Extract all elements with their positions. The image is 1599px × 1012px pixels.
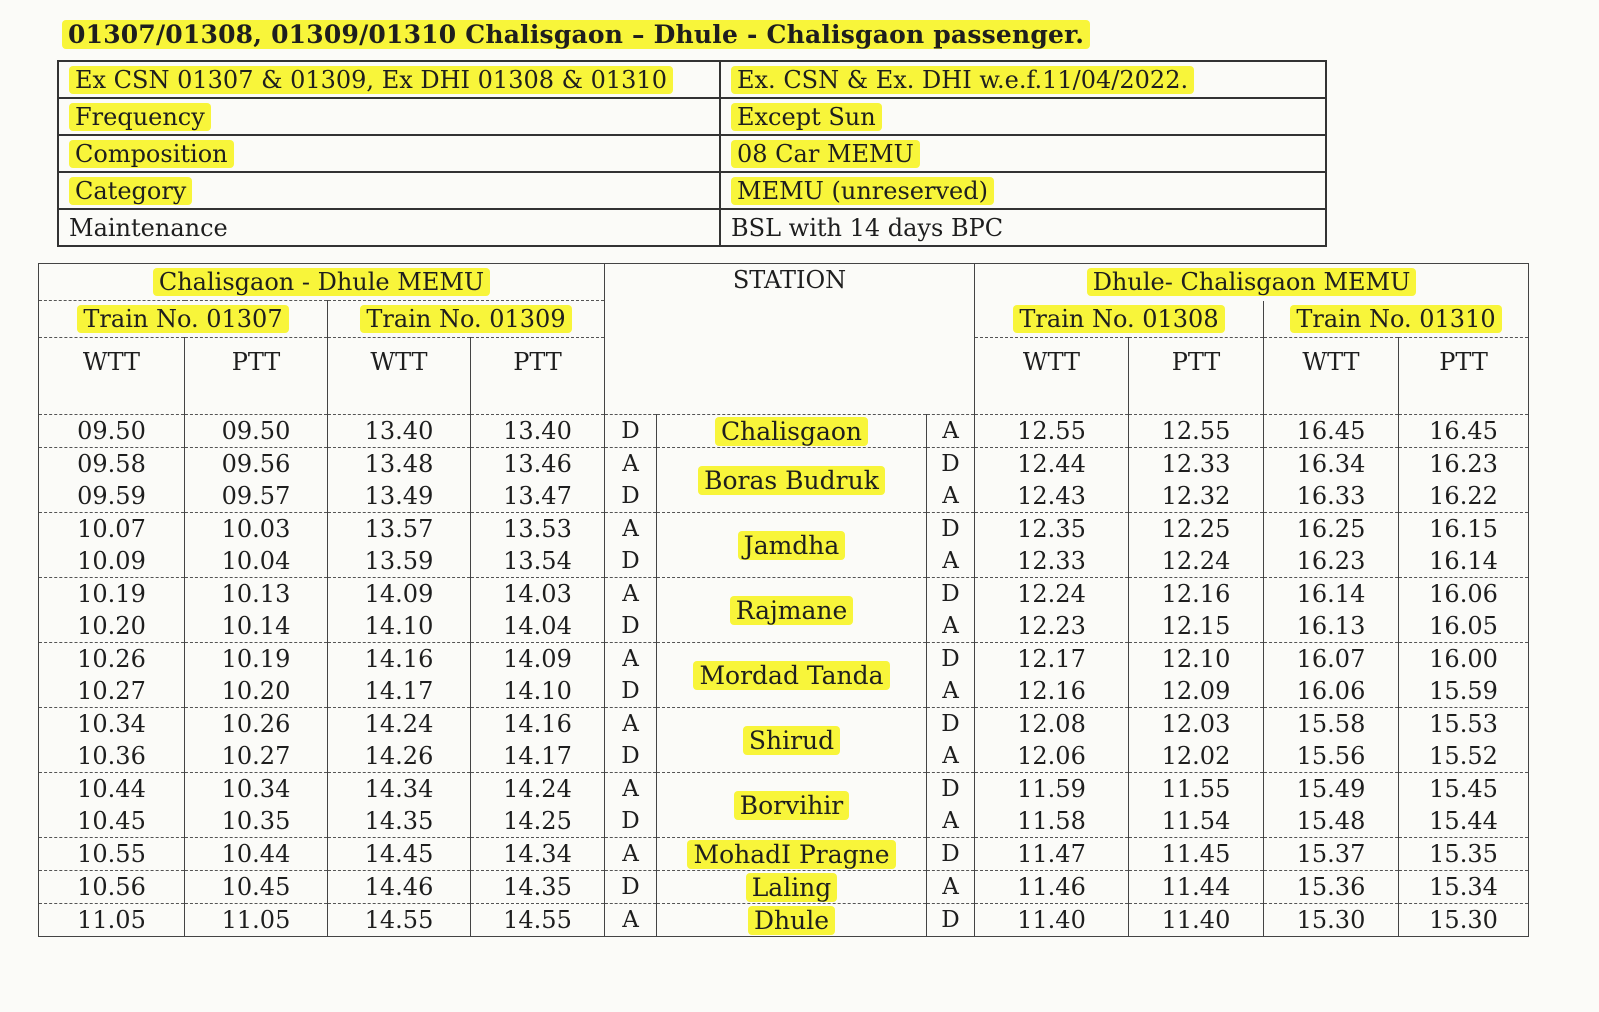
time-cell: 14.24 (471, 773, 605, 806)
time-cell: 11.05 (185, 904, 328, 937)
time-cell: 09.50 (185, 415, 328, 448)
train-01310-header (1264, 301, 1529, 338)
col-wtt: WTT (39, 338, 185, 415)
left-group-header (39, 264, 605, 301)
time-cell: 12.17 (975, 643, 1129, 676)
time-cell: 11.40 (975, 904, 1129, 937)
right-group-header (975, 264, 1529, 301)
arr-dep-left: D (605, 740, 657, 773)
train-01307-label: Train No. 01307 (77, 305, 288, 333)
info-value-cell (720, 98, 1326, 135)
arr-dep-right: D (927, 838, 975, 871)
train-01309-label: Train No. 01309 (360, 305, 571, 333)
station-name-cell (657, 773, 927, 838)
time-cell: 10.20 (185, 675, 328, 708)
time-cell: 12.23 (975, 610, 1129, 643)
time-cell: 12.24 (1129, 545, 1264, 578)
info-key: Composition (69, 140, 234, 168)
arr-dep-left: A (605, 578, 657, 611)
arr-dep-right: D (927, 578, 975, 611)
time-cell: 10.45 (39, 805, 185, 838)
time-cell: 12.08 (975, 708, 1129, 741)
info-value: Ex. CSN & Ex. DHI w.e.f.11/04/2022. (731, 66, 1194, 94)
time-cell: 12.03 (1129, 708, 1264, 741)
info-key: Frequency (69, 103, 211, 131)
info-key-cell (58, 209, 720, 246)
time-cell: 14.45 (328, 838, 471, 871)
time-cell: 10.55 (39, 838, 185, 871)
info-key: Category (69, 177, 192, 205)
arr-dep-left: A (605, 643, 657, 676)
time-cell: 15.44 (1399, 805, 1529, 838)
time-cell: 14.34 (471, 838, 605, 871)
arr-dep-right: A (927, 871, 975, 904)
arr-dep-right: A (927, 480, 975, 513)
station-name: Shirud (743, 726, 840, 755)
station-header: STATION (605, 264, 975, 415)
info-key-cell (58, 135, 720, 172)
time-cell: 15.56 (1264, 740, 1399, 773)
arr-dep-right: A (927, 805, 975, 838)
time-cell: 11.05 (39, 904, 185, 937)
col-wtt: WTT (1264, 338, 1399, 415)
arr-dep-right: D (927, 448, 975, 481)
time-cell: 16.33 (1264, 480, 1399, 513)
info-value-cell (720, 209, 1326, 246)
time-cell: 15.35 (1399, 838, 1529, 871)
time-cell: 14.55 (328, 904, 471, 937)
station-name: Boras Budruk (698, 466, 885, 495)
header-row-titles (39, 264, 1529, 301)
arr-dep-left: A (605, 773, 657, 806)
time-cell: 10.27 (39, 675, 185, 708)
station-name: Rajmane (730, 596, 854, 625)
arr-dep-right: A (927, 545, 975, 578)
time-cell: 16.00 (1399, 643, 1529, 676)
col-ptt: PTT (1399, 338, 1529, 415)
time-cell: 15.49 (1264, 773, 1399, 806)
station-name-cell (657, 708, 927, 773)
col-ptt: PTT (185, 338, 328, 415)
arr-dep-left: D (605, 675, 657, 708)
time-cell: 09.58 (39, 448, 185, 481)
time-cell: 13.46 (471, 448, 605, 481)
time-cell: 10.36 (39, 740, 185, 773)
time-cell: 13.47 (471, 480, 605, 513)
info-value: Except Sun (731, 103, 882, 131)
time-cell: 15.59 (1399, 675, 1529, 708)
left-title: Chalisgaon - Dhule MEMU (153, 268, 490, 296)
station-name: Mordad Tanda (693, 661, 889, 690)
col-ptt: PTT (1129, 338, 1264, 415)
time-cell: 13.48 (328, 448, 471, 481)
time-cell: 13.49 (328, 480, 471, 513)
arr-dep-left: D (605, 545, 657, 578)
time-cell: 10.26 (185, 708, 328, 741)
station-name: Jamdha (738, 531, 846, 560)
time-cell: 10.09 (39, 545, 185, 578)
time-cell: 12.09 (1129, 675, 1264, 708)
arr-dep-right: A (927, 610, 975, 643)
info-row (58, 172, 1326, 209)
time-cell: 11.47 (975, 838, 1129, 871)
time-cell: 13.53 (471, 513, 605, 546)
arr-dep-right: D (927, 773, 975, 806)
station-name-cell (657, 513, 927, 578)
col-ptt: PTT (471, 338, 605, 415)
time-cell: 10.34 (185, 773, 328, 806)
time-cell: 12.55 (1129, 415, 1264, 448)
title-text: 01307/01308, 01309/01310 Chalisgaon – Dhule - Chalisgaon passenger. (62, 20, 1090, 49)
time-cell: 16.14 (1264, 578, 1399, 611)
time-cell: 10.44 (39, 773, 185, 806)
time-cell: 16.14 (1399, 545, 1529, 578)
info-value-cell (720, 135, 1326, 172)
time-cell: 12.24 (975, 578, 1129, 611)
station-name-cell (657, 415, 927, 448)
col-wtt: WTT (328, 338, 471, 415)
timetable-row (39, 513, 1529, 546)
time-cell: 12.35 (975, 513, 1129, 546)
time-cell: 16.06 (1399, 578, 1529, 611)
time-cell: 10.26 (39, 643, 185, 676)
time-cell: 11.55 (1129, 773, 1264, 806)
time-cell: 14.25 (471, 805, 605, 838)
time-cell: 12.55 (975, 415, 1129, 448)
time-cell: 10.19 (185, 643, 328, 676)
timetable-row (39, 773, 1529, 806)
arr-dep-left: A (605, 838, 657, 871)
arr-dep-right: A (927, 740, 975, 773)
time-cell: 12.43 (975, 480, 1129, 513)
station-name: Chalisgaon (715, 417, 868, 446)
time-cell: 14.24 (328, 708, 471, 741)
timetable-row (39, 415, 1529, 448)
time-cell: 16.05 (1399, 610, 1529, 643)
info-value-cell (720, 172, 1326, 209)
info-row (58, 209, 1326, 246)
time-cell: 12.32 (1129, 480, 1264, 513)
timetable-row (39, 448, 1529, 481)
col-wtt: WTT (975, 338, 1129, 415)
time-cell: 10.19 (39, 578, 185, 611)
time-cell: 12.06 (975, 740, 1129, 773)
arr-dep-left: D (605, 805, 657, 838)
train-01308-label: Train No. 01308 (1013, 305, 1224, 333)
time-cell: 09.59 (39, 480, 185, 513)
info-key-cell (58, 98, 720, 135)
time-cell: 16.07 (1264, 643, 1399, 676)
arr-dep-right: D (927, 513, 975, 546)
time-cell: 12.16 (975, 675, 1129, 708)
info-key: Ex CSN 01307 & 01309, Ex DHI 01308 & 01310 (69, 66, 673, 94)
time-cell: 12.10 (1129, 643, 1264, 676)
time-cell: 14.10 (471, 675, 605, 708)
timetable-row (39, 838, 1529, 871)
time-cell: 09.56 (185, 448, 328, 481)
info-key-cell (58, 172, 720, 209)
page-title (62, 20, 1090, 49)
station-name: Dhule (748, 906, 835, 935)
info-row (58, 61, 1326, 98)
time-cell: 12.02 (1129, 740, 1264, 773)
time-cell: 11.59 (975, 773, 1129, 806)
time-cell: 15.37 (1264, 838, 1399, 871)
time-cell: 16.06 (1264, 675, 1399, 708)
station-name-cell (657, 578, 927, 643)
info-value: MEMU (unreserved) (731, 177, 994, 205)
time-cell: 15.53 (1399, 708, 1529, 741)
train-01307-header (39, 301, 328, 338)
timetable-row (39, 904, 1529, 937)
station-name-cell (657, 448, 927, 513)
time-cell: 12.44 (975, 448, 1129, 481)
time-cell: 14.26 (328, 740, 471, 773)
time-cell: 13.40 (471, 415, 605, 448)
train-01309-header (328, 301, 605, 338)
time-cell: 14.10 (328, 610, 471, 643)
time-cell: 11.44 (1129, 871, 1264, 904)
arr-dep-right: A (927, 415, 975, 448)
arr-dep-left: A (605, 904, 657, 937)
time-cell: 14.04 (471, 610, 605, 643)
arr-dep-right: D (927, 708, 975, 741)
time-cell: 12.16 (1129, 578, 1264, 611)
arr-dep-left: D (605, 610, 657, 643)
time-cell: 16.25 (1264, 513, 1399, 546)
time-cell: 16.15 (1399, 513, 1529, 546)
time-cell: 15.52 (1399, 740, 1529, 773)
time-cell: 10.07 (39, 513, 185, 546)
time-cell: 10.03 (185, 513, 328, 546)
arr-dep-left: D (605, 871, 657, 904)
info-row (58, 98, 1326, 135)
station-name-cell (657, 871, 927, 904)
station-name-cell (657, 838, 927, 871)
time-cell: 11.40 (1129, 904, 1264, 937)
time-cell: 16.34 (1264, 448, 1399, 481)
train-01308-header (975, 301, 1264, 338)
station-name: MohadI Pragne (687, 840, 895, 869)
time-cell: 13.59 (328, 545, 471, 578)
info-value: 08 Car MEMU (731, 140, 920, 168)
time-cell: 10.04 (185, 545, 328, 578)
time-cell: 15.45 (1399, 773, 1529, 806)
time-cell: 14.17 (328, 675, 471, 708)
time-cell: 13.57 (328, 513, 471, 546)
info-key: Maintenance (69, 213, 228, 242)
time-cell: 15.34 (1399, 871, 1529, 904)
info-row (58, 135, 1326, 172)
arr-dep-left: A (605, 448, 657, 481)
time-cell: 10.20 (39, 610, 185, 643)
arr-dep-right: A (927, 675, 975, 708)
info-key-cell (58, 61, 720, 98)
time-cell: 12.25 (1129, 513, 1264, 546)
arr-dep-right: D (927, 904, 975, 937)
time-cell: 16.23 (1264, 545, 1399, 578)
station-name: Laling (746, 873, 838, 902)
time-cell: 10.35 (185, 805, 328, 838)
info-value: BSL with 14 days BPC (731, 213, 1004, 242)
time-cell: 15.30 (1399, 904, 1529, 937)
time-cell: 11.54 (1129, 805, 1264, 838)
time-cell: 14.46 (328, 871, 471, 904)
time-cell: 11.46 (975, 871, 1129, 904)
time-cell: 12.33 (1129, 448, 1264, 481)
time-cell: 09.50 (39, 415, 185, 448)
station-name-cell (657, 904, 927, 937)
timetable-row (39, 643, 1529, 676)
time-cell: 14.03 (471, 578, 605, 611)
time-cell: 16.22 (1399, 480, 1529, 513)
timetable (38, 263, 1529, 937)
station-name-cell (657, 643, 927, 708)
time-cell: 10.44 (185, 838, 328, 871)
time-cell: 14.17 (471, 740, 605, 773)
arr-dep-left: A (605, 708, 657, 741)
time-cell: 14.16 (471, 708, 605, 741)
info-table (57, 60, 1327, 247)
time-cell: 15.30 (1264, 904, 1399, 937)
time-cell: 16.45 (1264, 415, 1399, 448)
time-cell: 15.58 (1264, 708, 1399, 741)
right-title: Dhule- Chalisgaon MEMU (1087, 268, 1417, 296)
time-cell: 16.45 (1399, 415, 1529, 448)
time-cell: 14.35 (328, 805, 471, 838)
time-cell: 10.27 (185, 740, 328, 773)
time-cell: 10.56 (39, 871, 185, 904)
time-cell: 14.34 (328, 773, 471, 806)
train-01310-label: Train No. 01310 (1290, 305, 1501, 333)
time-cell: 16.13 (1264, 610, 1399, 643)
arr-dep-right: D (927, 643, 975, 676)
timetable-row (39, 708, 1529, 741)
time-cell: 14.55 (471, 904, 605, 937)
time-cell: 13.54 (471, 545, 605, 578)
time-cell: 12.15 (1129, 610, 1264, 643)
arr-dep-left: D (605, 415, 657, 448)
arr-dep-left: D (605, 480, 657, 513)
time-cell: 11.58 (975, 805, 1129, 838)
time-cell: 09.57 (185, 480, 328, 513)
timetable-row (39, 578, 1529, 611)
station-name: Borvihir (734, 791, 850, 820)
time-cell: 10.14 (185, 610, 328, 643)
time-cell: 15.36 (1264, 871, 1399, 904)
time-cell: 14.09 (328, 578, 471, 611)
info-value-cell (720, 61, 1326, 98)
time-cell: 10.45 (185, 871, 328, 904)
time-cell: 10.13 (185, 578, 328, 611)
time-cell: 15.48 (1264, 805, 1399, 838)
arr-dep-left: A (605, 513, 657, 546)
time-cell: 12.33 (975, 545, 1129, 578)
timetable-row (39, 871, 1529, 904)
time-cell: 11.45 (1129, 838, 1264, 871)
time-cell: 10.34 (39, 708, 185, 741)
time-cell: 14.09 (471, 643, 605, 676)
time-cell: 16.23 (1399, 448, 1529, 481)
time-cell: 14.35 (471, 871, 605, 904)
time-cell: 13.40 (328, 415, 471, 448)
time-cell: 14.16 (328, 643, 471, 676)
